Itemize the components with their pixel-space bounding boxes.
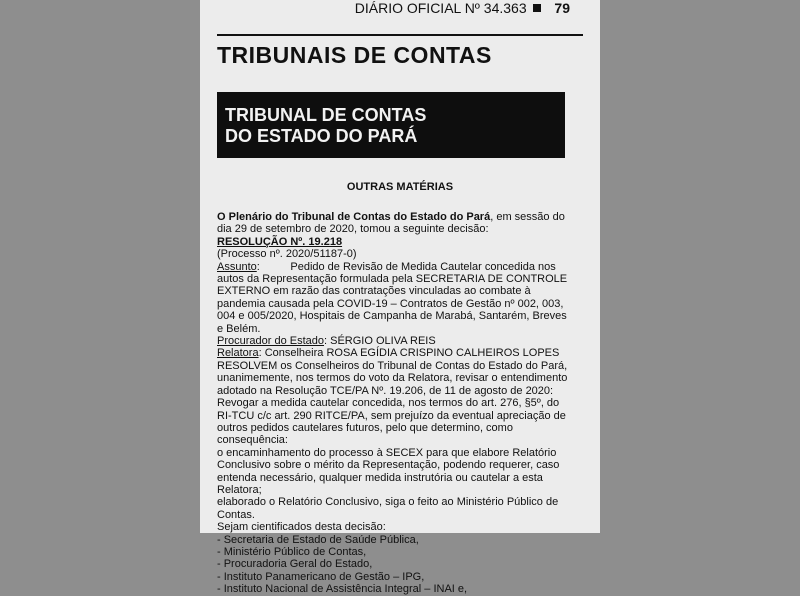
resolution-number: RESOLUÇÃO Nº. 19.218 xyxy=(217,235,343,248)
paragraph-revogar: Revogar a medida cautelar concedida, nos termos do art. 276, §5º, do RI-TCU c/c art. 290 RITCE/PA, sem prejuízo da eventual apreciação de outros pedidos cautelares futuros, pelo que determino, como consequência: xyxy=(217,397,566,447)
assunto-label: Assunto xyxy=(217,260,257,273)
newspaper-page xyxy=(200,0,600,596)
square-bullet-icon xyxy=(533,4,541,12)
paragraph-resolvem: RESOLVEM os Conselheiros do Tribunal de Contas do Estado do Pará, unanimemente, nos termos do voto da Relatora, revisar o entendimento adotado na Resolução TCE/PA Nº. 19.206, de 11 de agosto de 2020: xyxy=(217,359,568,397)
publication-name: DIÁRIO OFICIAL Nº 34.363 xyxy=(354,0,527,16)
subheading: OUTRAS MATÉRIAS xyxy=(346,181,454,193)
page-number: 79 xyxy=(554,0,570,16)
court-title-line-2: DO ESTADO DO PARÁ xyxy=(225,126,418,146)
list-item: - Instituto Panamericano de Gestão – IPG, xyxy=(217,570,425,583)
paragraph-elaborado: elaborado o Relatório Conclusivo, siga o feito ao Ministério Público de Contas. xyxy=(217,496,559,521)
relatora-label: Relatora xyxy=(217,347,259,360)
section-title: TRIBUNAIS DE CONTAS xyxy=(217,34,583,69)
paragraph-cientificados: Sejam cientificados desta decisão: xyxy=(217,521,386,534)
list-item: - Procuradoria Geral do Estado, xyxy=(217,558,373,571)
court-title-line-1: TRIBUNAL DE CONTAS xyxy=(225,105,427,125)
relatora-line xyxy=(217,347,575,359)
list-item: - Secretaria de Estado de Saúde Pública, xyxy=(217,533,419,546)
relatora-text: : Conselheira ROSA EGÍDIA CRISPINO CALHEIROS LOPES xyxy=(258,347,560,360)
intro-bold: O Plenário do Tribunal de Contas do Estado do Pará xyxy=(217,211,491,223)
intro-rest: , em sessão do dia 29 de setembro de 2020, tomou a seguinte decisão: xyxy=(217,211,565,236)
procurador-text: : SÉRGIO OLIVA REIS xyxy=(324,335,436,348)
paragraph-encaminhamento: o encaminhamento do processo à SECEX para que elabore Relatório Conclusivo sobre o mérito da Representação, podendo requerer, caso entenda necessário, qualquer medida instrutória ou cautelar a esta Relatora; xyxy=(217,446,560,496)
process-number: (Processo nº. 2020/51187-0) xyxy=(217,248,357,261)
intro-paragraph xyxy=(217,211,575,236)
court-title-box xyxy=(217,92,565,158)
assunto-paragraph xyxy=(217,261,575,335)
list-item: - Instituto Nacional de Assistência Integral – INAI e, xyxy=(217,583,468,596)
list-item: - Ministério Público de Contas, xyxy=(217,545,367,558)
article-body xyxy=(217,211,575,596)
assunto-text: : Pedido de Revisão de Medida Cautelar concedida nos autos da Representação formulada pela SECRETARIA DE CONTROLE EXTERNO em razão das contratações vinculadas ao combate à pandemia causada pela COVID-19 – Contratos de Gestão nº 002, 003, 004 e 005/2020, Hospitais de Campanha de Marabá, Santarém, Breves e Belém. xyxy=(217,260,571,335)
page-header xyxy=(355,0,570,18)
procurador-line xyxy=(217,335,575,347)
recipients-list xyxy=(217,534,575,596)
procurador-label: Procurador do Estado xyxy=(217,335,325,348)
